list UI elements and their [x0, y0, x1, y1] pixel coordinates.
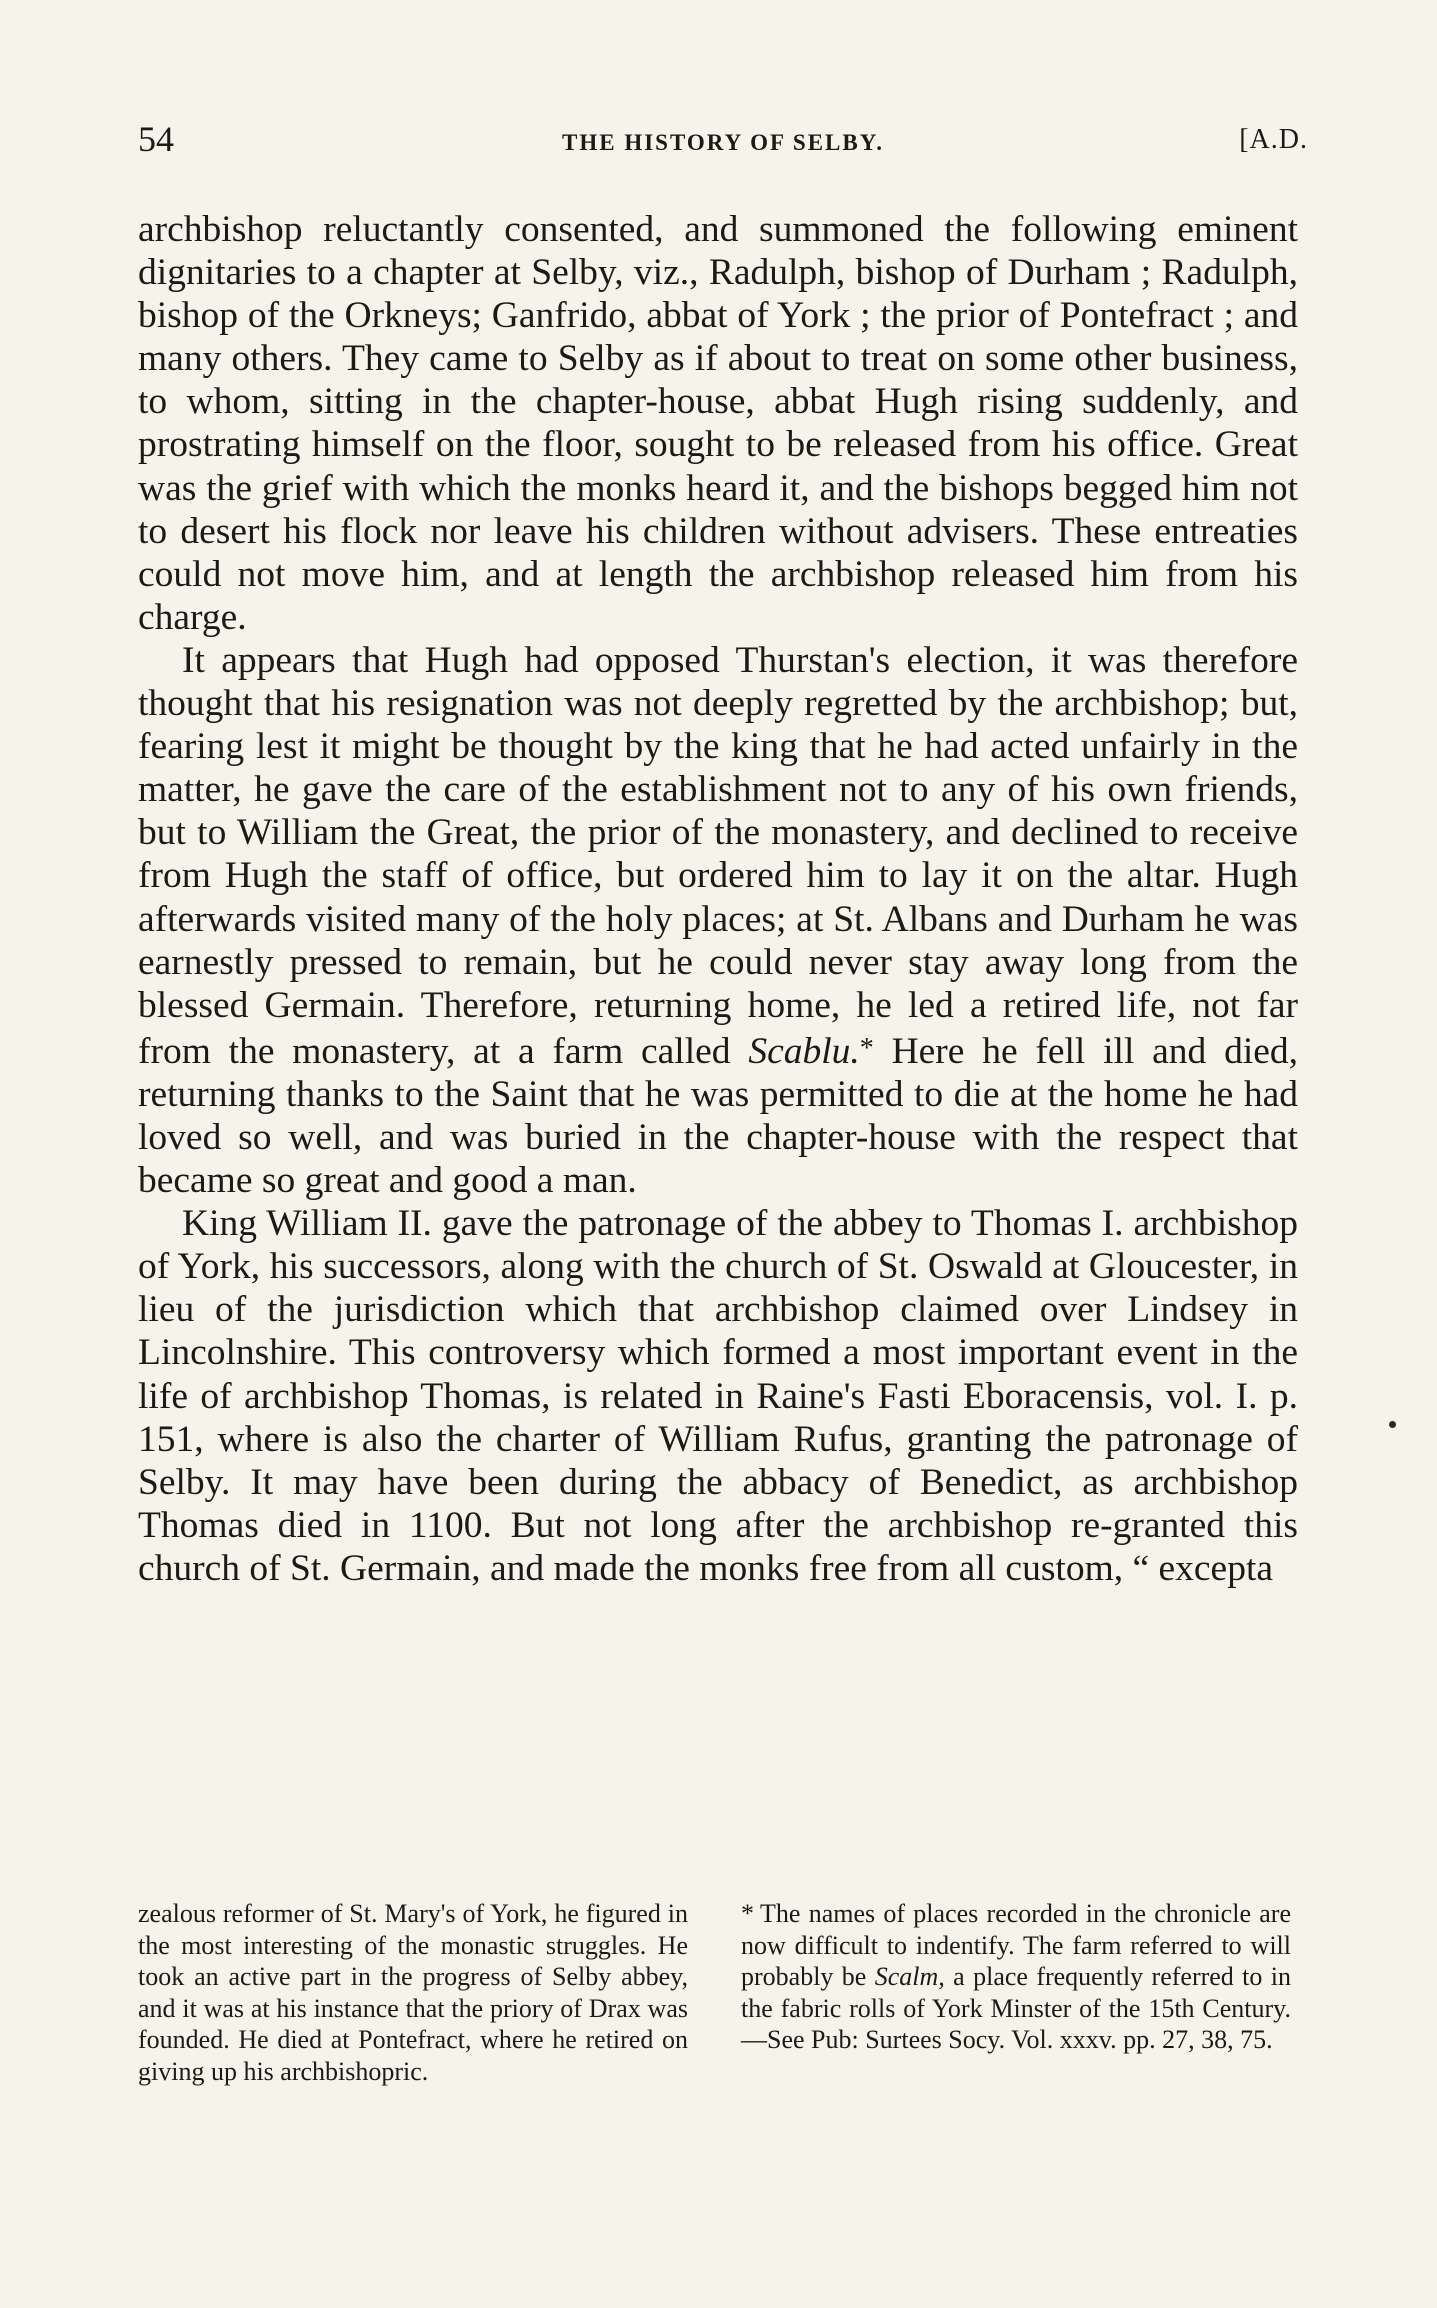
ink-speck — [1389, 1421, 1396, 1428]
footnote-mark: * — [741, 1899, 754, 1928]
footnote-right-text — [741, 1898, 1291, 2056]
footnote-right-after: a place frequently referred to in the fabric rolls of York Minster of the 15th Century.—See Pub: Surtees Socy. Vol. xxxv. pp. 27, 38, 75. — [741, 1962, 1292, 2054]
footnote-place-name: Scalm, — [874, 1962, 945, 1991]
footnote-left-text: zealous reformer of St. Mary's of York, he figured in the most interesting of the monastic struggles. He took an active part in the progress of Selby abbey, and it was at his instance that the priory of Drax was founded. He died at Pontefract, where he retired on giving up his archbishopric. — [138, 1899, 688, 2086]
footnotes — [138, 1898, 1298, 2158]
running-title: THE HISTORY OF SELBY. — [562, 130, 884, 155]
paragraph-2-end: Here he fell ill and died, returning thanks to the Saint that he was permitted to die at the home he had loved so well, and was buried in the chapter-house with the respect that became so great and good a man. — [138, 1030, 1299, 1202]
paragraph-1: archbishop reluctantly consented, and summoned the following eminent dignitaries to a chapter at Selby, viz., Radulph, bishop of Durham ; Radulph, bishop of the Orkneys; Ganfrido, abbat of York ; the prior of Pontefract ; and many others. They came to Selby as if about to treat on some other business, to whom, sitting in the chapter-house, abbat Hugh rising suddenly, and prostrating himself on the floor, sought to be released from his office. Great was the grief with which the monks heard it, and the bishops begged him not to desert his flock nor leave his children without advisers. These entreaties could not move him, and at length the archbishop released him from his charge. — [138, 209, 1298, 638]
main-text — [138, 208, 1298, 1590]
footnote-right-before: The names of places recorded in the chronicle are now difficult to indentify. The farm referred to will probably be — [741, 1899, 1291, 1991]
paragraph-3: King William II. gave the patronage of the abbey to Thomas I. archbishop of York, his successors, along with the church of St. Oswald at Gloucester, in lieu of the jurisdiction which that archbishop claimed over Lindsey in Lincolnshire. This controversy which formed a most important event in the life of archbishop Thomas, is related in Raine's Fasti Eboracensis, vol. I. p. 151, where is also the charter of William Rufus, granting the patronage of Selby. It may have been during the abbacy of Benedict, as archbishop Thomas died in 1100. But not long after the archbishop re-granted this church of St. Germain, and made the monks free from all custom, “ excepta — [138, 1203, 1298, 1589]
footnote-right-column — [741, 1898, 1291, 2056]
farm-name: Scablu. — [748, 1030, 860, 1072]
running-head — [138, 118, 1308, 168]
running-date: [A.D. — [1239, 124, 1308, 155]
paragraph-2 — [138, 639, 1298, 1202]
footnote-left-column — [138, 1898, 688, 2087]
page-number: 54 — [138, 119, 174, 159]
paragraph-2-text: It appears that Hugh had opposed Thurstan's election, it was therefore thought that his resignation was not deeply regretted by the archbishop; but, fearing lest it might be thought by the king that he had acted unfairly in the matter, he gave the care of the establishment not to any of his own friends, but to William the Great, the prior of the monastery, and declined to receive from Hugh the staff of office, but ordered him to lay it on the altar. Hugh afterwards visited many of the holy places; at St. Albans and Durham he was earnestly pressed to remain, but he could never stay away long from the blessed Germain. Therefore, returning home, he led a retired life, not far from the monastery, at a farm called — [138, 639, 1298, 1072]
footnote-reference: * — [859, 1032, 874, 1064]
